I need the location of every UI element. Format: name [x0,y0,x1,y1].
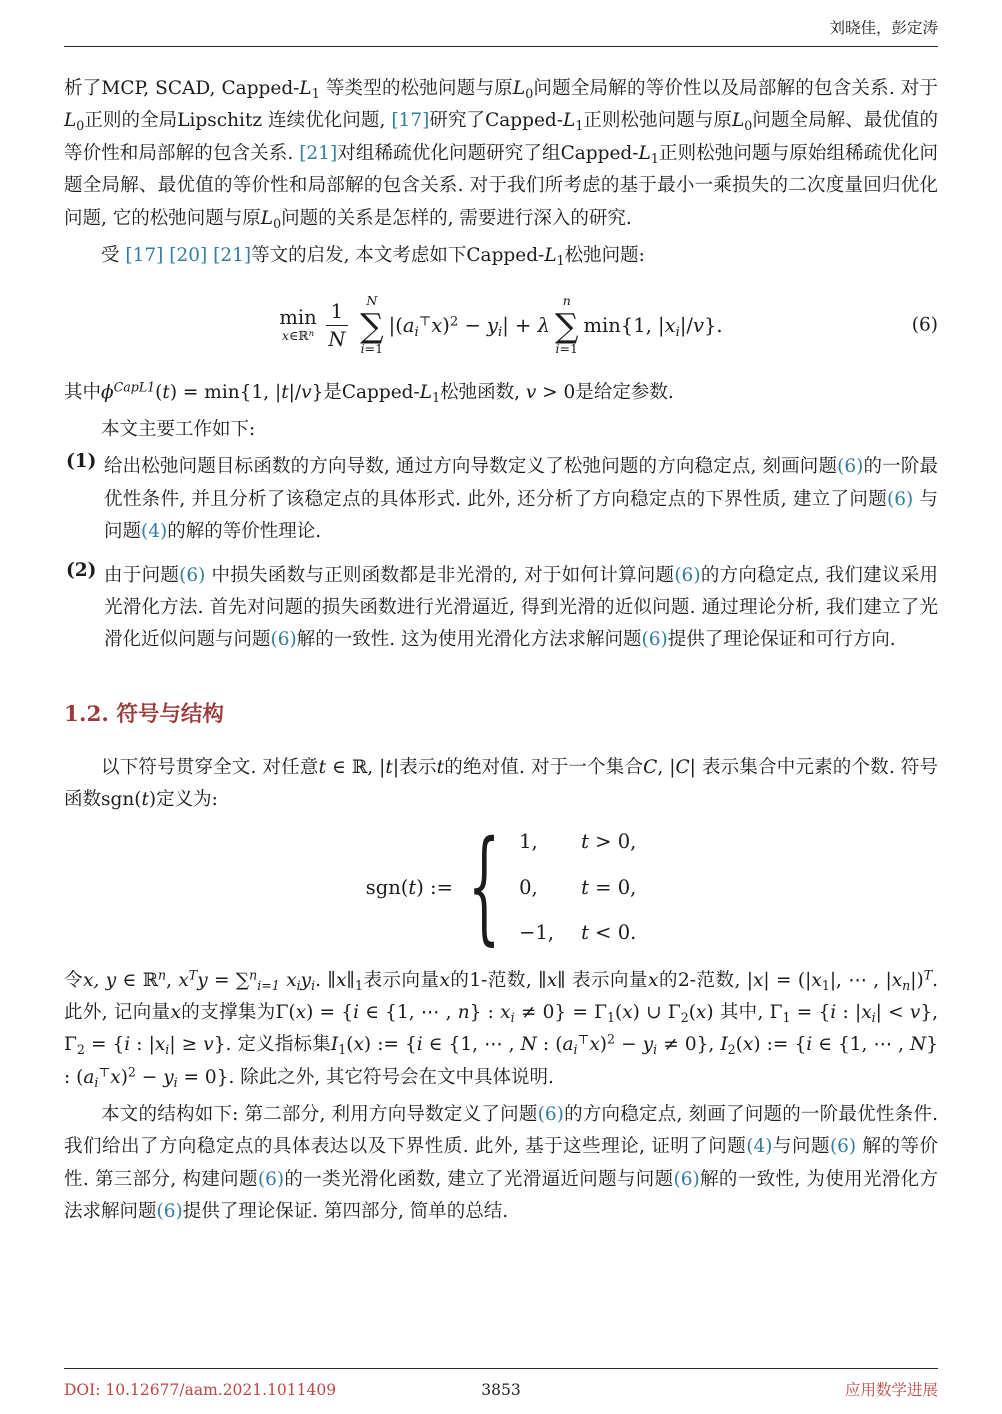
fraction-1-over-N [326,301,348,351]
citation-link[interactable]: (6) [257,1168,285,1190]
journal-link[interactable]: 应用数学进展 [845,1381,939,1399]
equation-term-regularizer: min{1, $|x_i|/v$}. [583,313,723,340]
equation-6 [64,294,938,356]
case-row [519,876,636,899]
authors-text: 刘晓佳，彭定涛 [829,19,938,37]
min-symbol: min [279,305,317,329]
sgn-cases [519,830,636,944]
citation-link[interactable]: [17] [125,244,164,266]
case-condition: t = 0, [581,875,637,899]
citation-link[interactable]: (6) [887,488,914,510]
case-row [519,921,636,944]
paragraph-motivation: 受 [17] [20] [21]等文的启发, 本文考虑如下Capped-$L_1$松弛问题: [101,244,645,268]
citation-link[interactable]: (6) [179,564,206,586]
citation-link[interactable]: [20] [169,244,208,266]
list-label: (2) [66,559,97,581]
section-title: 符号与结构 [116,701,224,727]
list-text: 由于问题(6) 中损失函数与正则函数都是非光滑的, 对于如何计算问题(6)的方向稳定点, 我们建议采用光滑化方法. 首先对问题的损失函数进行光滑逼近, 得到光滑的近似问题. 通过理论分析, 我们建立了光滑化近似问题与问题(6)解的一致性. 这为使用光滑化方法求解问题(6)提供了理论保证和可行方向. [104,564,938,651]
citation-link[interactable]: (6) [673,1168,700,1190]
case-value: −1, [519,921,555,945]
min-subscript: x∈ℝ$^n$ [281,328,315,344]
left-brace-icon: { [467,815,501,960]
page-footer [64,1368,938,1400]
citation-link[interactable]: (6) [270,629,297,651]
min-operator [279,305,317,344]
fraction-denominator: N [328,327,346,351]
equation-term-loss: $|(a_i^⊤x)^2 - y_i| + \lambda$ [388,313,550,340]
section-heading [64,697,938,728]
sum-lower-limit: i=1 [555,341,578,357]
fraction-numerator: 1 [326,301,348,326]
paragraph-intro: 析了MCP, SCAD, Capped-$L_1$ 等类型的松弛问题与原$L_0$问题全局解的等价性以及局部解的包含关系. 对于$L_0$正则的全局Lipschitz 连续优化问题, [17]研究了Capped-$L_1$正则松弛问题与原$L_0$问题全局解、最优值的等价性和局部解的包含关系. [21]对组稀疏优化问题研究了组Capped-$L_1$正则松弛问题与原始组稀疏优化问题全局解、最优值的等价性和局部解的包含关系. 对于我们所考虑的基于最小一乘损失的二次度量回归优化问题, 它的松弛问题与原$L_0$问题的关系是怎样的, 需要进行深入的研究. [64,78,939,231]
equation-number: (6) [911,314,938,336]
sigma-icon: ∑ [554,305,579,345]
list-label: (1) [66,451,97,473]
sum-operator-1 [360,294,384,356]
section-number: 1.2. [64,701,109,727]
paragraph-notation-lead: 以下符号贯穿全文. 对任意t ∈ ℝ, |t|表示t的绝对值. 对于一个集合C, |C| 表示集合中元素的个数. 符号函数sgn(t)定义为: [64,756,939,811]
paragraph-structure: 本文的结构如下: 第二部分, 利用方向导数定义了问题(6)的方向稳定点, 刻画了问题的一阶最优性条件. 我们给出了方向稳定点的具体表达以及下界性质. 此外, 基于这些理论, 证明了问题(4)与问题(6) 解的等价性. 第三部分, 构建问题(6)的一类光滑化函数, 建立了光滑逼近问题与问题(6)解的一致性, 为使用光滑化方法求解问题(6)提供了理论保证. 第四部分, 简单的总结. [64,1104,939,1223]
contribution-item-2 [64,560,938,657]
list-text: 给出松弛问题目标函数的方向导数, 通过方向导数定义了松弛问题的方向稳定点, 刻画问题(6)的一阶最优性条件, 并且分析了该稳定点的具体形式. 此外, 还分析了方向稳定点的下界性质, 建立了问题(6) 与问题(4)的解的等价性理论. [104,456,938,543]
sigma-icon: ∑ [360,305,384,345]
sum-upper-limit: N [366,293,378,309]
page-number: 3853 [481,1381,521,1399]
citation-link[interactable]: (6) [641,629,668,651]
page-content [64,47,938,1290]
sgn-lhs: sgn(t) := [365,875,453,899]
citation-link[interactable]: [21] [299,142,338,164]
case-row [519,830,636,853]
citation-link[interactable]: (6) [537,1104,564,1126]
sum-upper-limit: n [562,293,571,309]
citation-link[interactable]: (6) [837,456,864,478]
page-header [64,0,938,47]
citation-link[interactable]: (6) [674,564,701,586]
case-condition: t < 0. [581,921,637,945]
case-value: 1, [519,830,538,854]
citation-link[interactable]: [21] [213,244,252,266]
paragraph-notation-detail: 令x, y ∈ ℝ$^n$, $x^Ty = \sum^n_{i=1}$ $x_iy_i$. $\parallel x\parallel_1$表示向量x的1-范数, ∥x∥ 表示向量x的2-范数, $|x| = (|x_1|$, ⋯ , $|x_n|)^T$. 此外, 记向量x的支撑集为Γ(x) = {i ∈ {1, ⋯ , n} : $x_i \ne 0\} = \Gamma_1(x)$ ∪ $\Gamma_2(x)$ 其中, $\Gamma_1 = \{i$ : $|x_i| < v$}, $\Gamma_2 = \{i$ : $|x_i| \ge v$}. 定义指标集$I_1(x)$ := {i ∈ {1, ⋯ , N : $(a_i^⊤x)^2 - y_i \ne 0$}, $I_2(x)$ := {i ∈ {1, ⋯ , N} : $(a_i^⊤x)^2 - y_i = 0$}. 除此之外, 其它符号会在文中具体说明. [64,967,939,1090]
citation-link[interactable]: (6) [829,1136,857,1158]
citation-link[interactable]: (6) [156,1201,183,1223]
paragraph-phi-definition: 其中$\phi^{CapL1}(t) = \min\{1$, |t|/v}是Capped-$L_1$松弛函数, v > 0是给定参数. [64,379,674,405]
citation-link[interactable]: (4) [141,521,168,543]
sum-lower-limit: i=1 [360,341,384,357]
paragraph-contributions-lead: 本文主要工作如下: [101,419,256,441]
sum-operator-2 [555,294,579,356]
doi-link[interactable]: DOI: 10.12677/aam.2021.1011409 [64,1381,337,1399]
case-value: 0, [519,875,538,899]
equation-sgn [64,815,938,960]
case-condition: t > 0, [581,830,637,854]
citation-link[interactable]: (4) [746,1136,773,1158]
citation-link[interactable]: [17] [391,110,430,132]
contribution-item-1 [64,451,938,548]
